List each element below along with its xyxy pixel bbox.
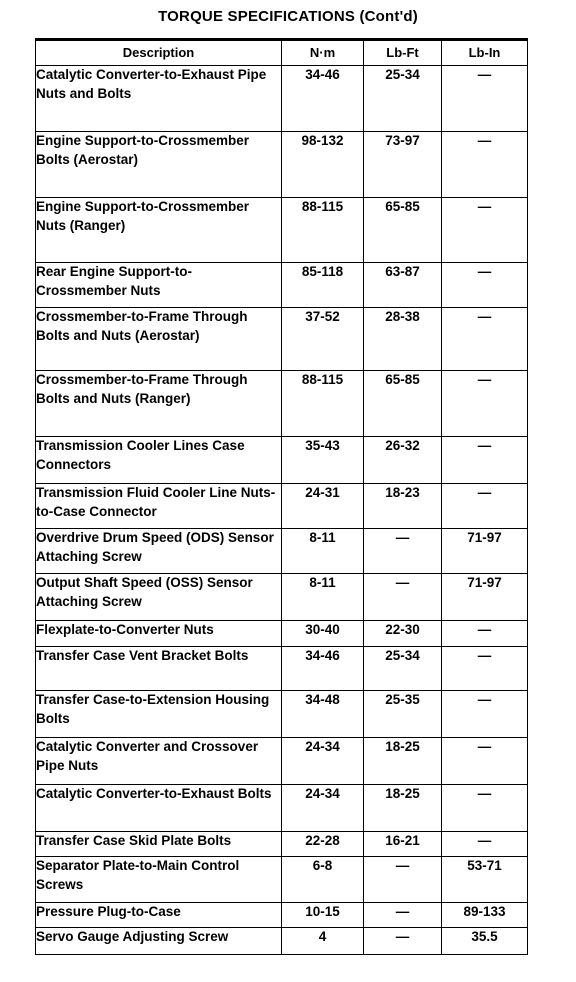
row-nm: 6-8 — [282, 857, 364, 903]
row-description: Transmission Cooler Lines Case Connectors — [36, 437, 282, 484]
row-description: Transfer Case Vent Bracket Bolts — [36, 647, 282, 691]
row-description: Engine Support-to-Crossmember Bolts (Aerostar) — [36, 132, 282, 198]
row-nm: 4 — [282, 928, 364, 955]
row-lbft: 63-87 — [364, 263, 442, 308]
row-lbft: — — [364, 928, 442, 955]
table-row — [36, 263, 528, 308]
row-lbft: 18-23 — [364, 484, 442, 529]
row-description: Transfer Case Skid Plate Bolts — [36, 832, 282, 857]
row-description: Output Shaft Speed (OSS) Sensor Attaching Screw — [36, 574, 282, 621]
row-lbft: 25-34 — [364, 66, 442, 132]
row-lbin: — — [442, 785, 528, 832]
row-nm: 34-46 — [282, 66, 364, 132]
table-row — [36, 66, 528, 132]
row-description: Transmission Fluid Cooler Line Nuts-to-Case Connector — [36, 484, 282, 529]
row-nm: 88-115 — [282, 198, 364, 263]
row-lbin: 71-97 — [442, 529, 528, 574]
row-lbin: — — [442, 437, 528, 484]
row-description: Crossmember-to-Frame Through Bolts and Nuts (Ranger) — [36, 371, 282, 437]
row-lbft: 18-25 — [364, 738, 442, 785]
row-nm: 8-11 — [282, 529, 364, 574]
row-description: Catalytic Converter-to-Exhaust Bolts — [36, 785, 282, 832]
table-row — [36, 738, 528, 785]
row-description: Servo Gauge Adjusting Screw — [36, 928, 282, 955]
row-lbft: 25-34 — [364, 647, 442, 691]
row-nm: 8-11 — [282, 574, 364, 621]
table-row — [36, 308, 528, 371]
table-row — [36, 691, 528, 738]
row-nm: 34-46 — [282, 647, 364, 691]
row-lbft: 25-35 — [364, 691, 442, 738]
row-lbin: 71-97 — [442, 574, 528, 621]
table-row — [36, 371, 528, 437]
row-description: Flexplate-to-Converter Nuts — [36, 621, 282, 647]
row-description: Catalytic Converter-to-Exhaust Pipe Nuts and Bolts — [36, 66, 282, 132]
table-row — [36, 529, 528, 574]
row-description: Overdrive Drum Speed (ODS) Sensor Attaching Screw — [36, 529, 282, 574]
row-lbft: 65-85 — [364, 371, 442, 437]
table-row — [36, 484, 528, 529]
row-nm: 22-28 — [282, 832, 364, 857]
row-nm: 35-43 — [282, 437, 364, 484]
table-row — [36, 132, 528, 198]
row-nm: 24-31 — [282, 484, 364, 529]
header-nm: N·m — [282, 40, 364, 66]
table-row — [36, 198, 528, 263]
row-lbft: 22-30 — [364, 621, 442, 647]
row-lbin: 53-71 — [442, 857, 528, 903]
row-lbin: — — [442, 691, 528, 738]
row-description: Engine Support-to-Crossmember Nuts (Ranger) — [36, 198, 282, 263]
table-row — [36, 857, 528, 903]
row-nm: 37-52 — [282, 308, 364, 371]
table-row — [36, 574, 528, 621]
table-header-row — [36, 40, 528, 66]
table-row — [36, 785, 528, 832]
table-row — [36, 437, 528, 484]
row-lbin: — — [442, 621, 528, 647]
header-lbin: Lb-In — [442, 40, 528, 66]
row-lbft: 73-97 — [364, 132, 442, 198]
row-lbin: — — [442, 647, 528, 691]
table-row — [36, 621, 528, 647]
row-nm: 24-34 — [282, 785, 364, 832]
row-lbin: — — [442, 132, 528, 198]
row-nm: 24-34 — [282, 738, 364, 785]
row-lbft: 28-38 — [364, 308, 442, 371]
torque-spec-table — [35, 38, 528, 955]
row-lbin: — — [442, 66, 528, 132]
row-lbin: — — [442, 738, 528, 785]
row-description: Crossmember-to-Frame Through Bolts and Nuts (Aerostar) — [36, 308, 282, 371]
table-row — [36, 647, 528, 691]
row-nm: 88-115 — [282, 371, 364, 437]
row-nm: 98-132 — [282, 132, 364, 198]
row-description: Separator Plate-to-Main Control Screws — [36, 857, 282, 903]
row-lbft: 16-21 — [364, 832, 442, 857]
row-nm: 10-15 — [282, 903, 364, 928]
page-title: TORQUE SPECIFICATIONS (Cont'd) — [158, 8, 418, 25]
table-body — [36, 66, 528, 955]
row-description: Rear Engine Support-to-Crossmember Nuts — [36, 263, 282, 308]
row-lbft: 65-85 — [364, 198, 442, 263]
row-nm: 30-40 — [282, 621, 364, 647]
table-row — [36, 832, 528, 857]
table-row — [36, 903, 528, 928]
row-lbft: — — [364, 903, 442, 928]
row-description: Pressure Plug-to-Case — [36, 903, 282, 928]
row-lbin: — — [442, 198, 528, 263]
row-lbin: — — [442, 484, 528, 529]
row-lbin: — — [442, 263, 528, 308]
row-lbft: — — [364, 857, 442, 903]
row-lbin: — — [442, 832, 528, 857]
header-lbft: Lb-Ft — [364, 40, 442, 66]
row-lbft: — — [364, 574, 442, 621]
row-nm: 34-48 — [282, 691, 364, 738]
row-nm: 85-118 — [282, 263, 364, 308]
table-row — [36, 928, 528, 955]
header-description: Description — [36, 40, 282, 66]
row-lbin: — — [442, 308, 528, 371]
row-lbft: — — [364, 529, 442, 574]
row-lbft: 26-32 — [364, 437, 442, 484]
row-lbin: 35.5 — [442, 928, 528, 955]
row-description: Catalytic Converter and Crossover Pipe Nuts — [36, 738, 282, 785]
row-lbin: — — [442, 371, 528, 437]
row-description: Transfer Case-to-Extension Housing Bolts — [36, 691, 282, 738]
row-lbft: 18-25 — [364, 785, 442, 832]
row-lbin: 89-133 — [442, 903, 528, 928]
